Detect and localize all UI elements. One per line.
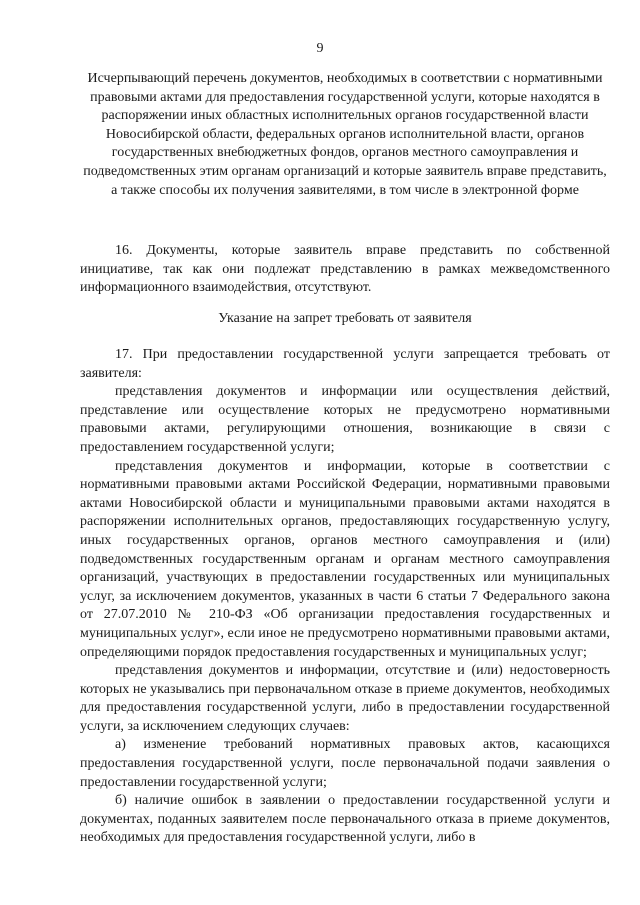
paragraph-17-item-2: представления документов и информации, которые в соответствии с нормативными правовыми актами Российской Федерации, нормативными правовыми актами Новосибирской области и муниципальными правовыми актами находятся в распоряжении исполнительных органов, предоставляющих государственную услугу, иных государственных органов, органов местного самоуправления и (или) подведомственных государственным органам и органам местного самоуправления организаций, участвующих в предоставлении государственных или муниципальных услуг, за исключением документов, указанных в части 6 статьи 7 Федерального закона от 27.07.2010 № 210-ФЗ «Об организации предоставления государственных и муниципальных услуг», если иное не предусмотрено нормативными правовыми актами, определяющими порядок предоставления государственных и муниципальных услуг; [80,458,610,660]
paragraph-16: 16. Документы, которые заявитель вправе представить по собственной инициативе, так как они подлежат представлению в рамках межведомственного информационного взаимодействия, отсутствуют. [80,243,610,296]
section-subheading: Указание на запрет требовать от заявителя [218,311,472,326]
paragraph-17-case-b: б) наличие ошибок в заявлении о предоставлении государственной услуги и документах, поданных заявителем после первоначального отказа в приеме документов, необходимых для предоставления государственной услуги, либо в [80,793,610,846]
paragraph-17-block [80,346,610,848]
paragraph-17-intro: 17. При предоставлении государственной услуги запрещается требовать от заявителя: [80,347,610,381]
section-heading: Исчерпывающий перечень документов, необходимых в соответствии с нормативными правовыми актами для предоставления государственной услуги, которые находятся в распоряжении иных областных исполнительных органов государственной власти Новосибирской области, федеральных органов исполнительной власти, органов государственных внебюджетных фондов, органов местного самоуправления и подведомственных этим органам организаций и которые заявитель вправе представить, а также способы их получения заявителями, в том числе в электронной форме [83,71,607,198]
paragraph-17-case-a: а) изменение требований нормативных правовых актов, касающихся предоставления государственной услуги, после первоначальной подачи заявления о предоставлении государственной услуги; [80,737,610,790]
page-number: 9 [316,41,324,56]
paragraph-17-item-3: представления документов и информации, отсутствие и (или) недостоверность которых не указывались при первоначальном отказе в приеме документов, необходимых для предоставления государственной услуги, либо в предоставлении государственной услуги, за исключением следующих случаев: [80,663,610,734]
paragraph-17-item-1: представления документов и информации или осуществления действий, представление или осуществление которых не предусмотрено нормативными правовыми актами, регулирующими отношения, возникающие в связи с предоставлением государственной услуги; [80,384,610,455]
